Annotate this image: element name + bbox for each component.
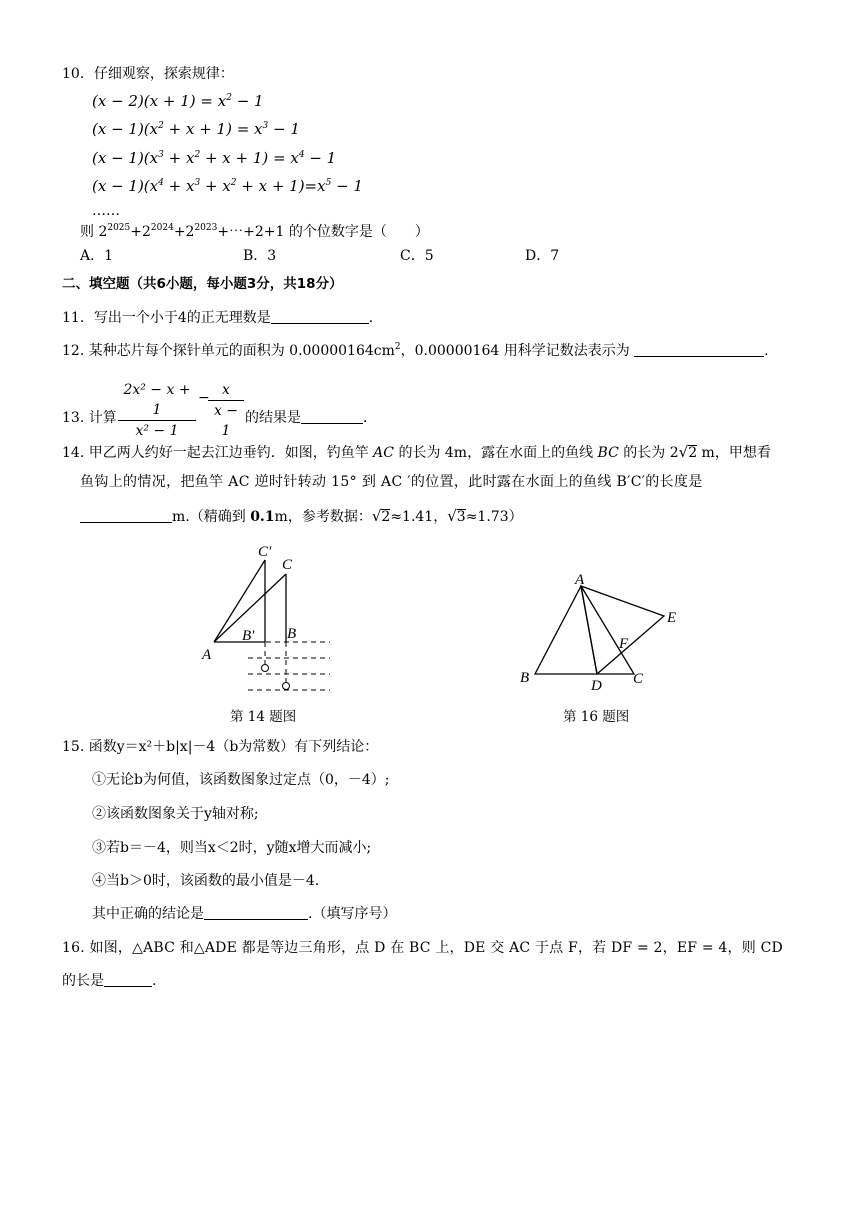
q12-answer-blank[interactable]: [634, 356, 764, 357]
label-b: B: [520, 670, 530, 686]
label-f: F: [619, 636, 629, 652]
q13-fraction-1: $\frac{\text{2x² − x + 1}}{\text{x² − 1}}$: [118, 380, 196, 441]
q14-answer-blank[interactable]: [80, 522, 172, 523]
q13-label: 13. 计算: [62, 410, 117, 426]
q10-formula-2: $(x - 1)(x^2 + x + 1) = x^3 - 1$: [92, 120, 300, 138]
figure-16: [510, 570, 690, 695]
q10-stem: 10．仔细观察，探索规律：: [62, 66, 234, 82]
q16-line1: 16. 如图，△ABC 和△ADE 都是等边三角形，点 D 在 BC 上，DE 交 AC 于点 F，若 DF = 2，EF = 4，则 CD: [62, 940, 783, 956]
q15-item-2: ②该函数图象关于y轴对称;: [92, 806, 259, 822]
q15-item-3: ③若b＝－4，则当x＜2时，y随x增大而减小;: [92, 840, 372, 856]
figure-16-caption: 第 16 题图: [563, 709, 630, 725]
q13-minus: −: [198, 390, 210, 406]
q16-answer-blank[interactable]: [104, 986, 152, 987]
q10-question: 则 $2^{2025}+2^{2024}+2^{2023}+\cdots+2+1$ 的个位数字是（ ）: [80, 223, 429, 240]
q14-line1: 14. 甲乙两人约好一起去江边垂钓．如图，钓鱼竿 AC 的长为 4m，露在水面上的鱼线 BC 的长为 2√2 m，甲想看: [62, 443, 771, 461]
label-b: B: [287, 626, 297, 642]
q10-option-b: B．3: [243, 248, 277, 264]
q10-formula-1: $(x - 2)(x + 1) = x^2 - 1$: [92, 92, 264, 110]
q11-answer-blank[interactable]: [271, 323, 369, 324]
section-title: 二、填空题（共6小题，每小题3分，共18分）: [62, 276, 343, 292]
q15-answer: 其中正确的结论是 .（填写序号）: [92, 906, 397, 922]
triangle-ade: [581, 586, 664, 674]
q12: 12. 某种芯片每个探针单元的面积为 $0.00000164cm^2$，0.00000164 用科学记数法表示为 .: [62, 342, 769, 359]
q15-item-4: ④当b＞0时，该函数的最小值是－4.: [92, 873, 320, 889]
hook-1: [262, 665, 269, 672]
q13-answer-blank[interactable]: [301, 423, 363, 424]
q10-option-c: C．5: [400, 248, 434, 264]
label-b-prime: B′: [242, 628, 255, 644]
label-c: C: [282, 557, 293, 573]
q15-item-1: ①无论b为何值，该函数图象过定点（0，－4）;: [92, 772, 390, 788]
q13-fraction-2: $\frac{x}{x - 1}$: [208, 380, 244, 441]
q10-formula-3: $(x - 1)(x^3 + x^2 + x + 1) = x^4 - 1$: [92, 149, 337, 167]
label-a: A: [575, 572, 585, 588]
q11: 11．写出一个小于4的正无理数是 ．: [62, 310, 383, 326]
q10-option-a: A．1: [80, 248, 114, 264]
label-d: D: [591, 678, 602, 694]
q14-line2: 鱼钩上的情况，把鱼竿 AC 逆时针转动 15° 到 AC ′的位置，此时露在水面上的鱼线 B′C′的长度是: [80, 474, 703, 490]
q10-formula-4: $(x - 1)(x^4 + x^3 + x^2 + x + 1)=x^5 - 1$: [92, 177, 363, 195]
q15-answer-blank[interactable]: [204, 919, 308, 920]
q16-line2: 的长是 .: [62, 973, 157, 989]
q15-stem: 15. 函数y＝x²＋b|x|－4（b为常数）有下列结论：: [62, 739, 379, 755]
hook-2: [283, 683, 290, 690]
label-c: C: [633, 671, 644, 687]
figure-14-caption: 第 14 题图: [230, 709, 297, 725]
q10-ellipsis: ……: [92, 203, 120, 219]
q13-result: 的结果是 ．: [245, 410, 377, 426]
label-c-prime: C′: [258, 544, 272, 560]
figure-14: [190, 538, 350, 698]
label-e: E: [667, 610, 677, 626]
q10-option-d: D．7: [525, 248, 560, 264]
q14-line3: m.（精确到 0.1m，参考数据：√2≈1.41，√3≈1.73）: [80, 507, 523, 526]
label-a: A: [202, 647, 212, 663]
